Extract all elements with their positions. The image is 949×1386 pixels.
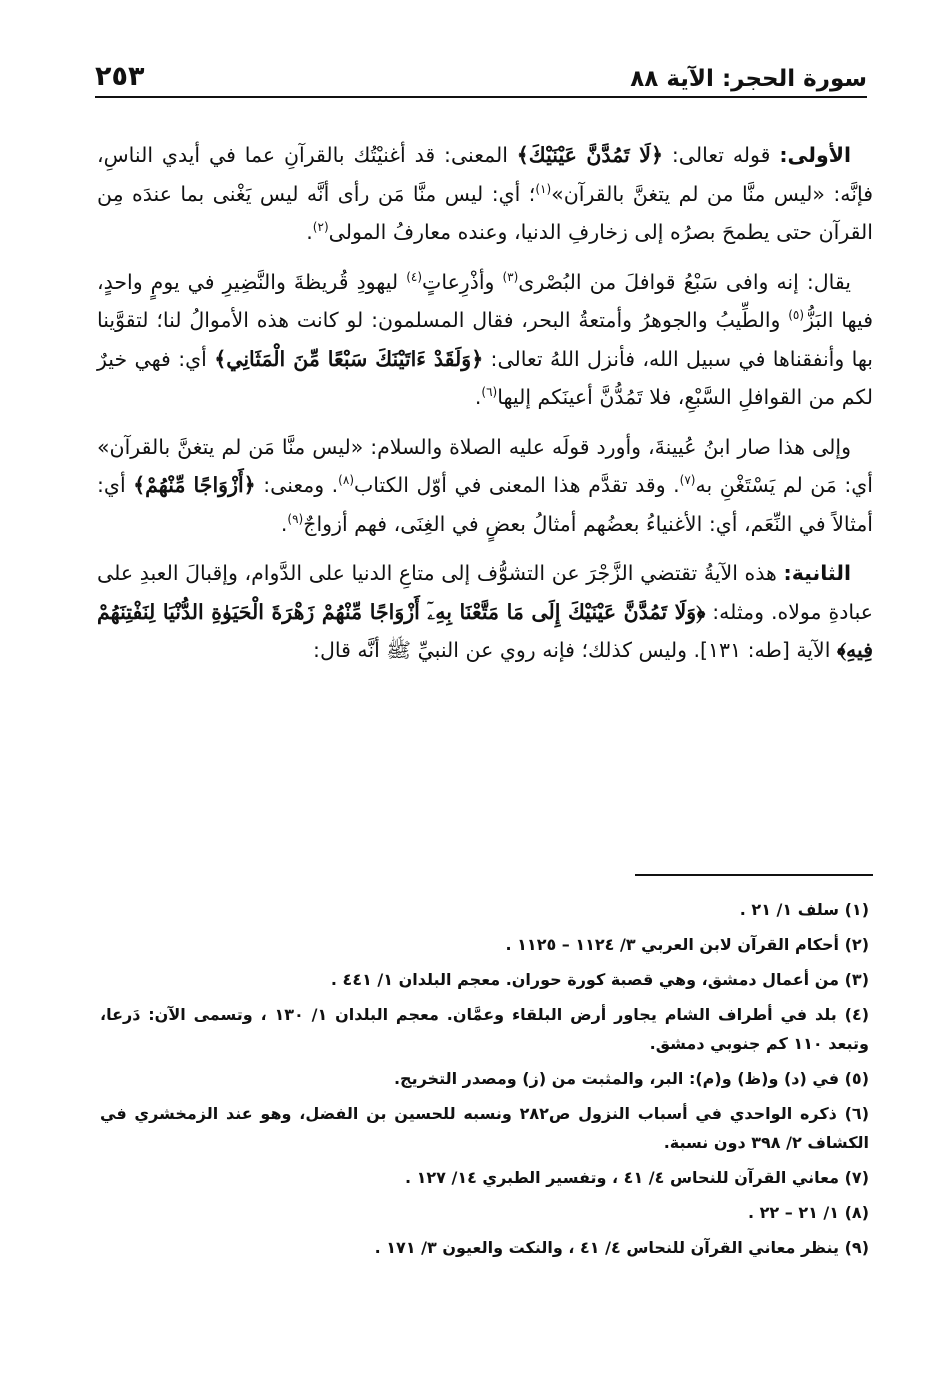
text-run: المعنى: قد أغنيْتُك بالقرآنِ عما في أيدي الناسِ، فإنَّه: «ليس منَّا من لم يتغنَّ بالقرآن» (97, 143, 873, 206)
footnotes (100, 895, 869, 1268)
footnote-marker: (١) (535, 181, 552, 196)
text-run: وإلى هذا صار ابنُ عُيينةَ، وأورد قولَه عليه الصلاة والسلام: «ليس منَّا مَن لم يتغنَّ بالقرآن» أي: مَن لم يَسْتَغْنِ به (97, 434, 874, 497)
footnote-marker: (٢) (312, 220, 329, 235)
issue-label: الأولى: (779, 143, 851, 167)
footnote: (٦) ذكره الواحدي في أسباب النزول ص٢٨٢ ونسبه للحسين بن الفضل، وهو عند الزمخشري في الكشاف ٢/ ٣٩٨ دون نسبة. (100, 1104, 869, 1152)
text-run: . وقد تقدَّم هذا المعنى في أوّل الكتاب (354, 473, 680, 497)
quran-quote: ﴿وَلَا تَمُدَّنَّ عَيْنَيْكَ إِلَى مَا مَتَّعْنَا بِهِۦٓ أَزْوَاجًا مِّنْهُمْ زَهْرَةَ الْحَيَوٰةِ الدُّنْيَا لِنَفْتِنَهُمْ فِيهِ﴾ (97, 599, 873, 662)
footnote: (٧) معاني القرآن للنحاس ٤/ ٤١ ، وتفسير الطبري ١٤/ ١٢٧ . (404, 1168, 869, 1187)
text-run: هذه الآيةُ تقتضي الزَّجْرَ عن التشوُّف إلى متاعِ الدنيا على الدَّوام، وإقبالَ العبدِ على عبادةِ مولاه. ومثله: (97, 561, 873, 624)
page-number: ٢٥٣ (95, 61, 145, 92)
text-run: والطِّيبُ والجوهرُ وأمتعةُ البحر، فقال المسلمون: لو كانت هذه الأموالُ لنا؛ لتقوَّينا بها وأنفقناها في سبيل الله، فأنزل اللهُ تعالى: (97, 308, 874, 371)
text-run: . ومعنى: (255, 473, 339, 497)
paragraph-second-issue (97, 554, 873, 670)
text-run: أي: فهي خيرٌ لكم من القوافلِ السَّبْعِ، فلا تَمُدُّنَّ أعينَكم إليها (97, 346, 873, 409)
running-title: سورة الحجر: الآية ٨٨ (630, 66, 867, 92)
text-run: . (280, 511, 288, 536)
text-run: الآية [طه: ١٣١]. وليس كذلك؛ فإنه روي عن النبيِّ ﷺ أنَّه قال: (313, 638, 837, 662)
main-text (97, 136, 873, 681)
footnote: (٤) بلد في أطراف الشام يجاور أرض البلقاء وعمَّان. معجم البلدان ١/ ١٣٠ ، وتسمى الآن: دَرعا، وتبعد ١١٠ كم جنوبي دمشق. (100, 1005, 870, 1053)
footnote: (٣) من أعمال دمشق، وهي قصبة كورة حوران. معجم البلدان ١/ ٤٤١ . (330, 970, 869, 989)
text-run: . (474, 385, 482, 409)
text-run: يقال: إنه وافى سَبْعُ قوافلَ من البُصْرى (518, 269, 851, 294)
footnote-marker: (٣) (502, 269, 519, 284)
text-run: أي: أمثالاً في النِّعَم، أي: الأغنياءُ بعضُهم أمثالُ بعضٍ في الغِنَى، فهم أزواجٌ (97, 473, 873, 536)
quran-quote: ﴿أَزْوَاجًا مِّنْهُمْ﴾ (133, 473, 256, 497)
paragraph-caravans (97, 263, 873, 417)
issue-label: الثانية: (783, 561, 851, 585)
text-run: وأذْرِعاتٍ (422, 269, 503, 294)
footnote: (٢) أحكام القرآن لابن العربي ٣/ ١١٢٤ – ١١٢٥ . (505, 935, 869, 954)
paragraph-ibn-uyayna (97, 428, 873, 544)
footnote-marker: (٨) (338, 473, 354, 488)
footnote: (١) سلف ١/ ٢١ . (739, 900, 869, 919)
quran-quote: ﴿وَلَقَدْ ءَاتَيْنَكَ سَبْعًا مِّنَ الْمَثَانِي﴾ (214, 346, 484, 371)
running-header (95, 58, 867, 98)
footnote-marker: (٤) (406, 269, 423, 284)
text-run: ليهودِ قُريظةَ والنَّضِيرِ في يومٍ واحدٍ، فيها البَزُّ (97, 269, 873, 332)
footnote: (٩) ينظر معاني القرآن للنحاس ٤/ ٤١ ، والنكت والعيون ٣/ ١٧١ . (374, 1238, 869, 1257)
quran-quote: ﴿لَا تَمُدَّنَّ عَيْنَيْكَ﴾ (516, 143, 663, 167)
text-run: قوله تعالى: (662, 143, 780, 167)
paragraph-first-issue (97, 136, 873, 252)
text-run: . (306, 220, 313, 244)
footnote-marker: (٩) (287, 511, 304, 526)
footnote-marker: (٧) (679, 473, 696, 488)
footnote-marker: (٥) (788, 308, 805, 323)
text-run: ؛ أي: ليس منَّا مَن رأى أنَّه ليس يَغْنى بما عندَه مِن القرآن حتى يطمحَ بصرُه إلى زخارفِ الدنيا، وعنده معارفُ المولى (97, 181, 873, 244)
footnote-marker: (٦) (481, 385, 498, 400)
footnote-separator (635, 874, 873, 876)
footnote: (٥) في (د) و(ظ) و(م): البر، والمثبت من (ز) ومصدر التخريج. (393, 1069, 869, 1088)
footnote: (٨) ١/ ٢١ – ٢٢ . (747, 1203, 869, 1222)
